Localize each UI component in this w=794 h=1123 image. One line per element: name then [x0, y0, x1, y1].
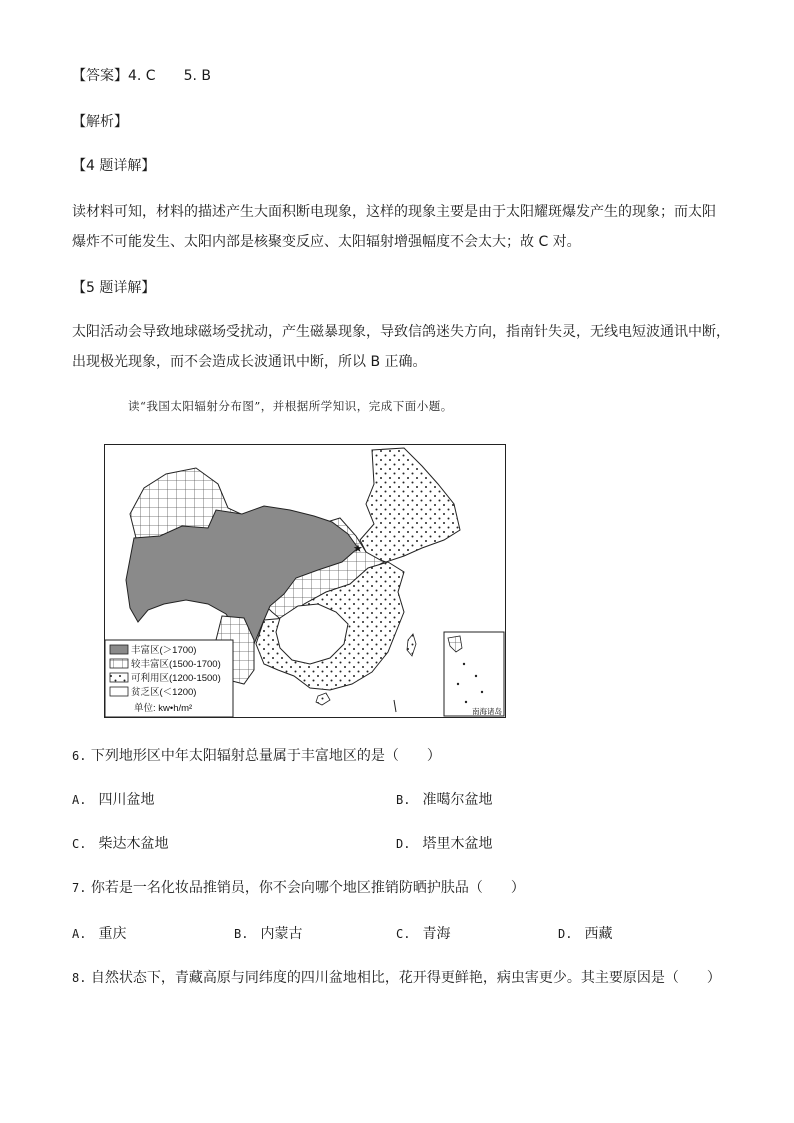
legend-unit: 单位: kw•h/m² [134, 703, 193, 714]
legend-label-blank: 贫乏区(＜1200) [131, 687, 197, 698]
map-svg [104, 444, 506, 718]
option-letter: C. [396, 927, 411, 941]
legend-label-dots: 可利用区(1200-1500) [131, 673, 221, 684]
option-text: 西藏 [584, 926, 613, 942]
option-letter: D. [396, 837, 411, 851]
q7-option-c[interactable] [396, 924, 450, 944]
option-letter: A. [72, 793, 87, 807]
q6-option-d[interactable] [396, 834, 492, 854]
inset-island [463, 663, 465, 665]
question-6 [72, 746, 441, 766]
q5-detail-label: 【5 题详解】 [72, 280, 156, 296]
legend-swatch-dots [110, 673, 128, 682]
question-6-number: 6. [72, 749, 87, 763]
legend-label-rich: 丰富区(＞1700) [131, 645, 197, 656]
option-text: 塔里木盆地 [422, 836, 493, 852]
legend-swatch-grid [110, 659, 128, 668]
map-caption: 读“我国太阳辐射分布图”，并根据所学知识，完成下面小题。 [128, 399, 453, 413]
q5-detail-line-2: 出现极光现象，而不会造成长波通讯中断，所以 B 正确。 [72, 354, 427, 370]
legend-swatch-rich [110, 645, 128, 654]
q5-detail-line-1: 太阳活动会导致地球磁场受扰动，产生磁暴现象，导致信鸽迷失方向，指南针失灵，无线电短波通讯中断， [72, 324, 730, 340]
option-text: 青海 [422, 926, 451, 942]
question-7-number: 7. [72, 881, 87, 895]
question-7 [72, 878, 525, 898]
option-text: 柴达木盆地 [98, 836, 169, 852]
solar-radiation-map [104, 444, 506, 718]
q6-option-a[interactable] [72, 790, 154, 810]
option-letter: C. [72, 837, 87, 851]
q7-option-a[interactable] [72, 924, 126, 944]
question-7-stem: 你若是一名化妆品推销员，你不会向哪个地区推销防晒护肤品（ ） [90, 880, 525, 896]
inset-island [457, 683, 459, 685]
option-text: 重庆 [98, 926, 127, 942]
question-8-stem: 自然状态下，青藏高原与同纬度的四川盆地相比，花开得更鲜艳，病虫害更少。其主要原因是（ ） [90, 970, 721, 986]
q6-option-b[interactable] [396, 790, 492, 810]
answer-line [72, 66, 211, 86]
question-8-number: 8. [72, 971, 87, 985]
q4-detail-line-1: 读材料可知，材料的描述产生大面积断电现象，这样的现象主要是由于太阳耀斑爆发产生的现象；而太阳 [72, 204, 716, 220]
q7-option-d[interactable] [558, 924, 612, 944]
analysis-label: 【解析】 [72, 114, 128, 130]
answer-value: 4. C 5. B [128, 68, 211, 84]
legend-label-grid: 较丰富区(1500-1700) [131, 659, 221, 670]
option-text: 四川盆地 [98, 792, 155, 808]
question-6-stem: 下列地形区中年太阳辐射总量属于丰富地区的是（ ） [90, 748, 441, 764]
inset-island [475, 675, 477, 677]
answer-label: 【答案】 [72, 68, 128, 84]
legend-swatch-blank [110, 687, 128, 696]
star-icon: ★ [353, 542, 363, 555]
q6-option-c[interactable] [72, 834, 168, 854]
q7-option-b[interactable] [234, 924, 302, 944]
option-letter: A. [72, 927, 87, 941]
option-letter: B. [396, 793, 411, 807]
question-8 [72, 968, 721, 988]
inset-island [465, 701, 467, 703]
option-letter: D. [558, 927, 573, 941]
option-text: 准噶尔盆地 [422, 792, 493, 808]
option-text: 内蒙古 [260, 926, 303, 942]
q4-detail-label: 【4 题详解】 [72, 158, 156, 174]
inset-island [481, 691, 483, 693]
inset-label: 南海诸岛 [472, 707, 502, 716]
option-letter: B. [234, 927, 249, 941]
q4-detail-line-2: 爆炸不可能发生、太阳内部是核聚变反应、太阳辐射增强幅度不会太大；故 C 对。 [72, 234, 581, 250]
